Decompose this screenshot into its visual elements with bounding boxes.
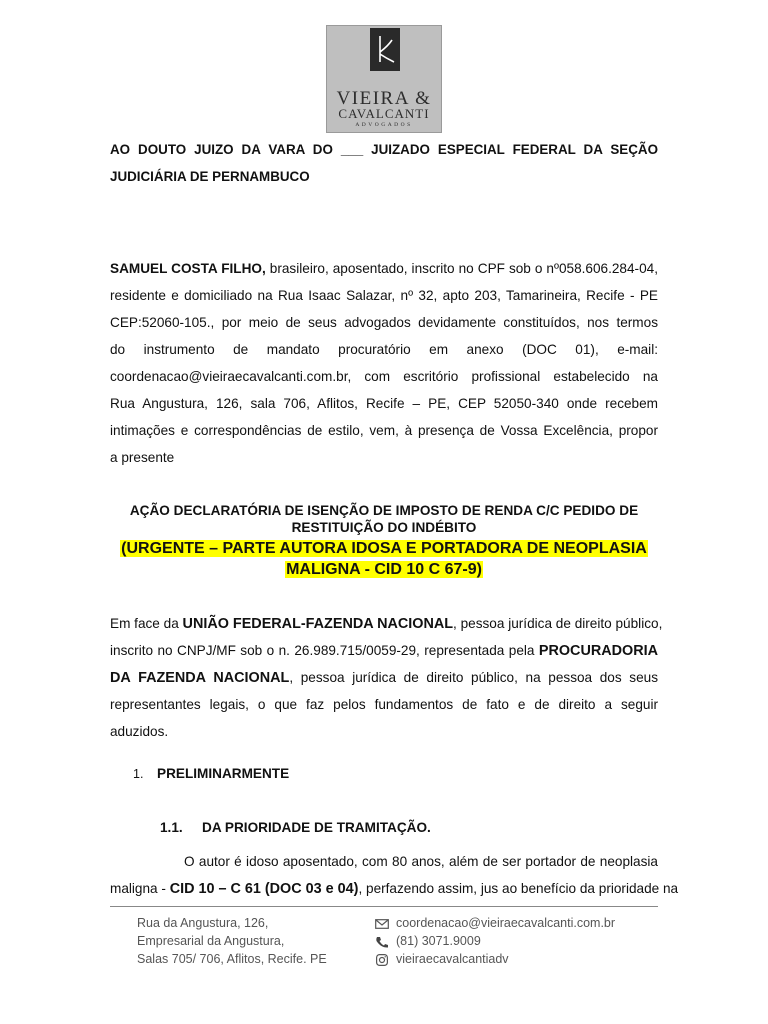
defendant-line2: inscrito no CNPJ/MF sob o n. 26.989.715/0059-29, representada pela PROCURADORIA bbox=[110, 643, 658, 659]
footer-phone-row bbox=[375, 932, 615, 950]
party-name: SAMUEL COSTA FILHO, bbox=[110, 261, 266, 276]
section-1-number: 1. bbox=[133, 767, 144, 781]
defendant-line1: Em face da UNIÃO FEDERAL-FAZENDA NACIONAL, pessoa jurídica de direito público, bbox=[110, 616, 663, 632]
logo-name-line2: CAVALCANTI bbox=[338, 106, 430, 121]
cid-reference: CID 10 – C 61 (DOC 03 e 04) bbox=[169, 881, 359, 897]
addressee-line1: AO DOUTO JUIZO DA VARA DO ___ JUIZADO ESPECIAL FEDERAL DA SEÇÃO bbox=[110, 142, 658, 157]
urgent-highlight-line2: MALIGNA - CID 10 C 67-9) bbox=[286, 561, 482, 578]
address-line2: Empresarial da Angustura, bbox=[137, 934, 285, 948]
urgent-highlight-line1: (URGENTE – PARTE AUTORA IDOSA E PORTADORA DE NEOPLASIA bbox=[121, 540, 647, 557]
priority-paragraph bbox=[110, 848, 679, 902]
addressee-line2: JUDICIÁRIA DE PERNAMBUCO bbox=[110, 169, 310, 184]
qualification-line2: residente e domiciliado na Rua Isaac Salazar, nº 32, apto 203, Tamarineira, Recife - PE bbox=[110, 288, 658, 303]
footer-divider bbox=[110, 906, 658, 907]
qualification-line5: coordenacao@vieiraecavalcanti.com.br, com escritório profissional estabelecido na bbox=[110, 369, 658, 384]
envelope-icon bbox=[375, 917, 389, 929]
logo-name-line3: ADVOGADOS bbox=[355, 122, 413, 128]
addressee-block bbox=[110, 136, 658, 190]
footer-address bbox=[137, 914, 327, 968]
section-1-1-number: 1.1. bbox=[160, 820, 183, 835]
address-line1: Rua da Angustura, 126, bbox=[137, 916, 269, 930]
defendant-line4: representantes legais, o que faz pelos fundamentos de fato e de direito a seguir bbox=[110, 697, 658, 712]
qualification-line4: do instrumento de mandato procuratório em anexo (DOC 01), e-mail: bbox=[110, 342, 658, 357]
defendant-line3: DA FAZENDA NACIONAL, pessoa jurídica de direito público, na pessoa dos seus bbox=[110, 670, 658, 686]
priority-line1: O autor é idoso aposentado, com 80 anos, além de ser portador de neoplasia bbox=[184, 854, 658, 869]
section-1-1-heading bbox=[160, 818, 431, 838]
instagram-icon bbox=[375, 953, 389, 965]
footer-email[interactable]: coordenacao@vieiraecavalcanti.com.br bbox=[396, 916, 616, 930]
qualification-line6: Rua Angustura, 126, sala 706, Aflitos, Recife – PE, CEP 52050-340 onde recebem bbox=[110, 396, 658, 411]
defendant-line5: aduzidos. bbox=[110, 724, 169, 739]
firm-logo bbox=[326, 25, 442, 133]
footer-instagram-row bbox=[375, 950, 615, 968]
defendant-paragraph bbox=[110, 610, 663, 745]
action-title-line1: AÇÃO DECLARATÓRIA DE ISENÇÃO DE IMPOSTO DE RENDA C/C PEDIDO DE bbox=[129, 503, 639, 518]
priority-line2: maligna - CID 10 – C 61 (DOC 03 e 04), perfazendo assim, jus ao benefício da prioridade na bbox=[110, 881, 679, 897]
footer-email-row bbox=[375, 914, 615, 932]
qualification-paragraph bbox=[110, 255, 658, 471]
section-1-1-title: DA PRIORIDADE DE TRAMITAÇÃO. bbox=[202, 820, 431, 835]
qualification-line1: SAMUEL COSTA FILHO, brasileiro, aposentado, inscrito no CPF sob o nº058.606.284-04, bbox=[110, 261, 658, 276]
footer-contacts bbox=[375, 914, 615, 968]
defendant-name: UNIÃO FEDERAL-FAZENDA NACIONAL bbox=[182, 616, 454, 632]
action-title bbox=[110, 502, 658, 580]
qualification-line8: a presente bbox=[110, 450, 175, 465]
qualification-line7: intimações e correspondências de estilo, vem, à presença de Vossa Excelência, propor bbox=[110, 423, 658, 438]
logo-monogram bbox=[370, 28, 400, 71]
address-line3: Salas 705/ 706, Aflitos, Recife. PE bbox=[137, 952, 327, 966]
qualification-line3: CEP:52060-105., por meio de seus advogados devidamente constituídos, nos termos bbox=[110, 315, 658, 330]
logo-name-line1: VIEIRA & bbox=[336, 88, 432, 109]
footer-instagram[interactable]: vieiraecavalcantiadv bbox=[396, 952, 509, 966]
section-1-title: PRELIMINARMENTE bbox=[157, 766, 290, 781]
footer-phone: (81) 3071.9009 bbox=[396, 934, 481, 948]
section-1-heading bbox=[133, 764, 289, 784]
action-title-line2: RESTITUIÇÃO DO INDÉBITO bbox=[291, 520, 477, 535]
phone-icon bbox=[375, 935, 389, 947]
